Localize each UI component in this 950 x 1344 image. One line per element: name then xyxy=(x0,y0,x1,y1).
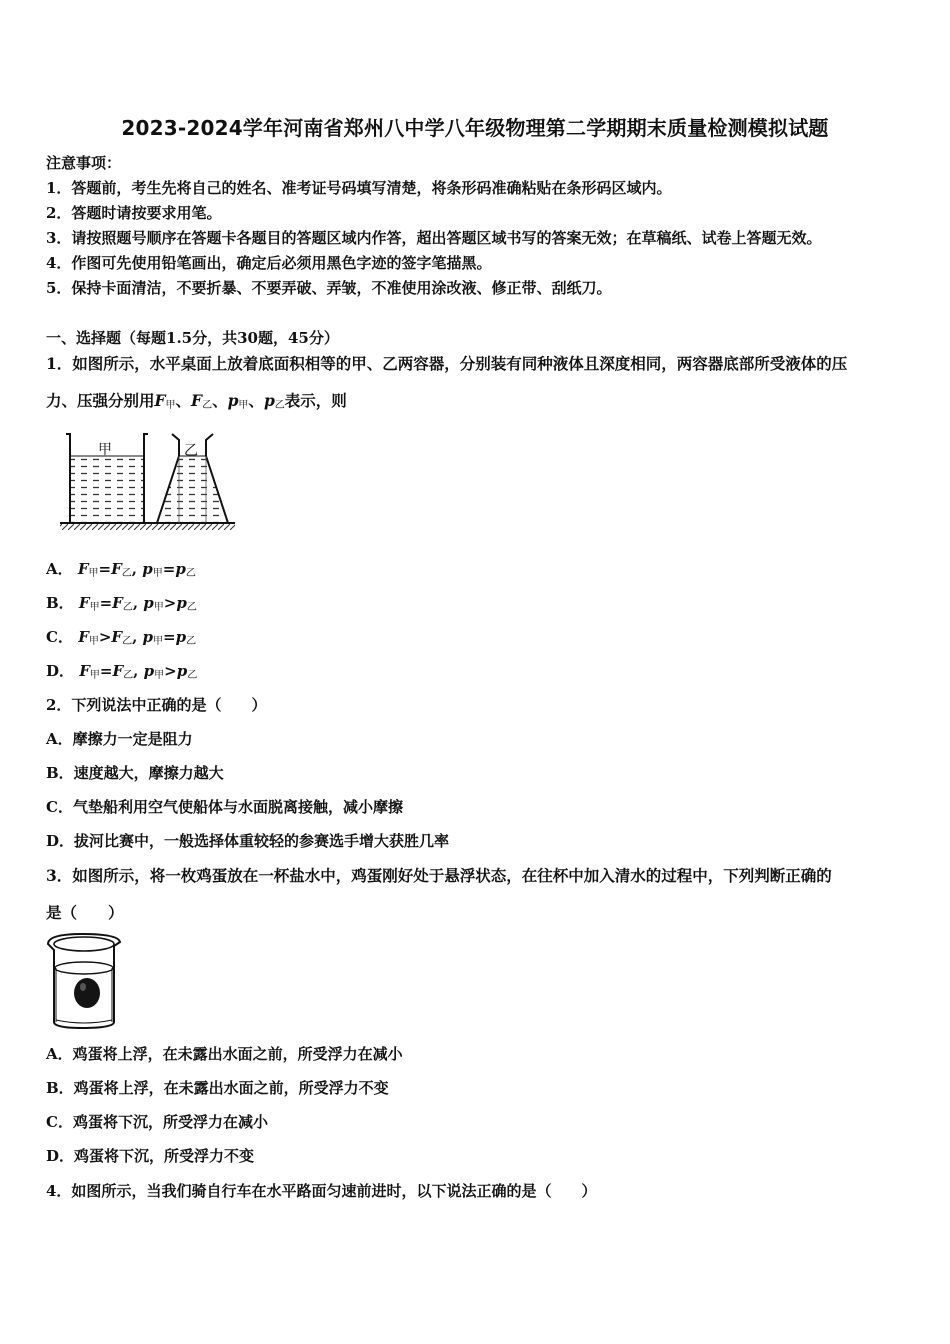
q1-fig-label-yi: 乙 xyxy=(184,443,198,459)
q3-text-line2: 是（ ） xyxy=(46,903,124,922)
section-heading: 一、选择题（每题1.5分，共30题，45分） xyxy=(46,329,339,347)
q1-option-b: B． $F_甲=F_乙$, $p_甲>p_乙$ xyxy=(46,594,197,613)
q3-option-c: C．鸡蛋将下沉，所受浮力在减小 xyxy=(46,1113,268,1131)
q3-option-b: B．鸡蛋将上浮，在未露出水面之前，所受浮力不变 xyxy=(46,1079,389,1097)
q2-option-a: A．摩擦力一定是阻力 xyxy=(46,730,193,748)
q1-text-line1: 1．如图所示，水平桌面上放着底面积相等的甲、乙两容器，分别装有同种液体且深度相同，两容器底部所受液体的压 xyxy=(46,354,848,373)
notice-item-2: 2．答题时请按要求用笔。 xyxy=(46,204,222,222)
q3-option-a: A．鸡蛋将上浮，在未露出水面之前，所受浮力在减小 xyxy=(46,1045,403,1063)
q4-text: 4．如图所示，当我们骑自行车在水平路面匀速前进时，以下说法正确的是（ ） xyxy=(46,1182,597,1200)
q2-text: 2．下列说法中正确的是（ ） xyxy=(46,696,267,714)
q1-option-a: A． $F_甲=F_乙$, $p_甲=p_乙$ xyxy=(46,560,196,579)
page-title: 2023-2024学年河南省郑州八中学八年级物理第二学期期末质量检测模拟试题 xyxy=(121,116,829,140)
q2-option-c: C．气垫船利用空气使船体与水面脱离接触，减小摩擦 xyxy=(46,798,403,816)
q1-fig-label-jia: 甲 xyxy=(98,442,112,458)
notice-item-5: 5．保持卡面清洁，不要折暴、不要弄破、弄皱，不准使用涂改液、修正带、刮纸刀。 xyxy=(46,279,612,297)
notice-item-4: 4．作图可先使用铅笔画出，确定后必须用黑色字迹的签字笔描黑。 xyxy=(46,254,492,272)
notice-heading: 注意事项： xyxy=(46,154,122,172)
q3-beaker-figure xyxy=(42,930,124,1032)
q1-option-c: C． $F_甲>F_乙$, $p_甲=p_乙$ xyxy=(46,628,197,647)
q2-option-d: D．拔河比赛中，一般选择体重较轻的参赛选手增大获胜几率 xyxy=(46,832,450,850)
q1-containers-figure xyxy=(56,428,241,536)
q3-text-line1: 3．如图所示，将一枚鸡蛋放在一杯盐水中，鸡蛋刚好处于悬浮状态，在往杯中加入清水的过程中，下列判断正确的 xyxy=(46,866,832,885)
notice-item-3: 3．请按照题号顺序在答题卡各题目的答题区域内作答，超出答题区域书写的答案无效；在草稿纸、试卷上答题无效。 xyxy=(46,229,822,247)
q2-option-b: B．速度越大，摩擦力越大 xyxy=(46,764,224,782)
q1-option-d: D． $F_甲=F_乙$, $p_甲>p_乙$ xyxy=(46,662,198,681)
q1-text-line2: 力、压强分别用$F_甲$、$F_乙$、$p_甲$、$p_乙$表示，则 xyxy=(46,391,347,411)
notice-item-1: 1．答题前，考生先将自己的姓名、准考证号码填写清楚，将条形码准确粘贴在条形码区域内。 xyxy=(46,179,672,197)
q3-option-d: D．鸡蛋将下沉，所受浮力不变 xyxy=(46,1147,255,1165)
